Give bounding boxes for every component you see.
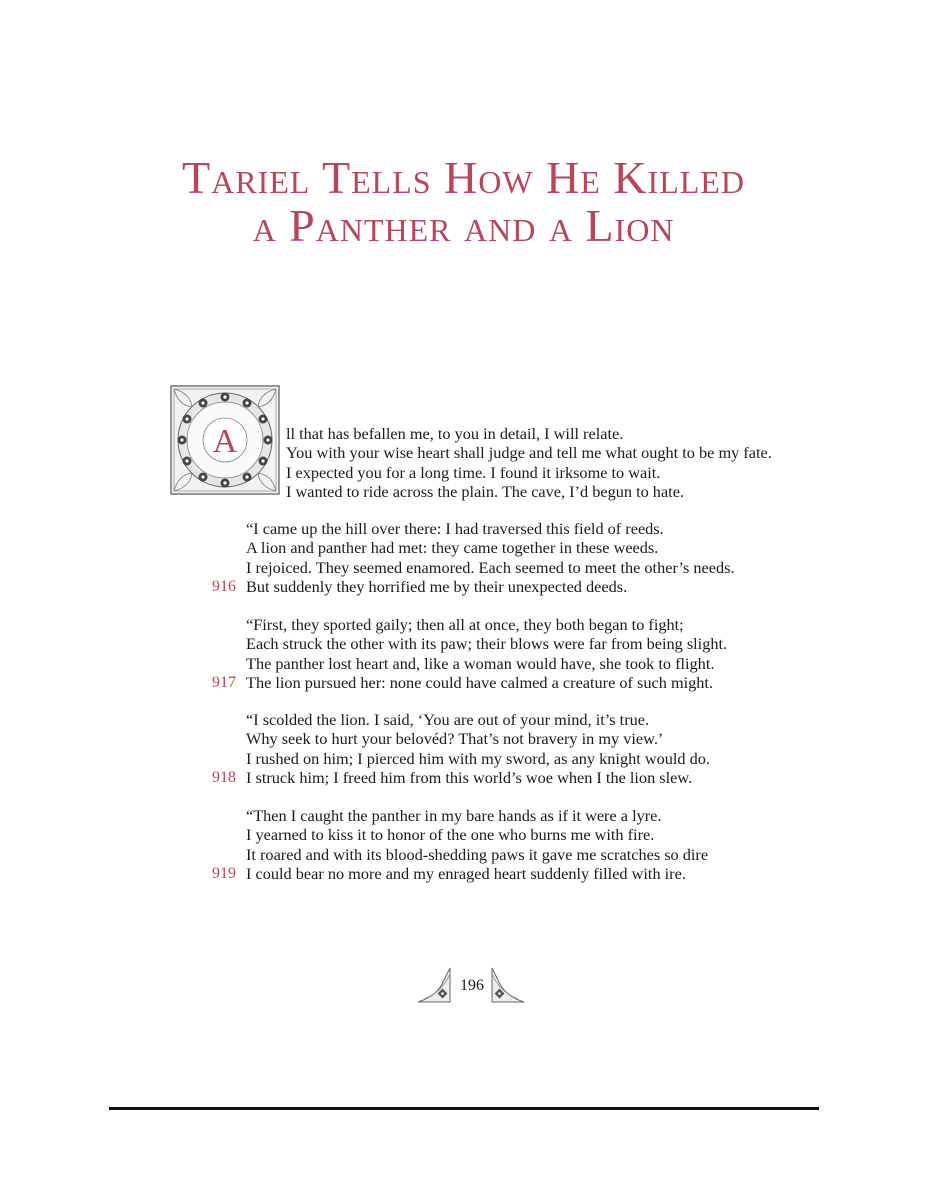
bottom-rule [109, 1107, 819, 1110]
verse-line: 917 The lion pursued her: none could have calmed a creature of such might. [212, 672, 714, 692]
stanza-number: 916 [212, 577, 236, 595]
chapter-title-line-2: a Panther and a Lion [252, 200, 675, 251]
corner-ornament-right-icon [490, 966, 526, 1004]
verse-line: It roared and with its blood-shedding paws it gave me scratches so dire [246, 844, 709, 864]
verse-line: ll that has befallen me, to you in detail, I will relate. [286, 424, 624, 443]
page-footer [0, 964, 927, 1008]
stanza-916 [212, 519, 806, 596]
stanza-number: 919 [212, 864, 236, 882]
verse-line: Why seek to hurt your belovéd? That’s not bravery in my view.’ [246, 729, 664, 749]
stanza-number: 918 [212, 768, 236, 786]
verse-line: “Then I caught the panther in my bare hands as if it were a lyre. [246, 806, 662, 825]
verse-line: 919 I could bear no more and my enraged heart suddenly filled with ire. [212, 863, 686, 883]
verse-line: Each struck the other with its paw; their blows were far from being slight. [246, 634, 728, 654]
verse-line: 916 But suddenly they horrified me by their unexpected deeds. [212, 576, 628, 596]
stanza-number: 917 [212, 673, 236, 691]
stanza-919 [212, 806, 806, 883]
chapter-title-line-1: Tariel Tells How He Killed [182, 152, 745, 203]
verse-line: The panther lost heart and, like a woman would have, she took to flight. [246, 653, 715, 673]
verse-line: A lion and panther had met: they came together in these weeds. [246, 538, 659, 558]
verse-line: You with your wise heart shall judge and tell me what ought to be my fate. [286, 443, 772, 463]
verse-line: “First, they sported gaily; then all at once, they both began to fight; [246, 615, 684, 634]
stanza-918 [212, 710, 806, 787]
ornamental-dropcap [170, 385, 280, 495]
verse-line: I wanted to ride across the plain. The cave, I’d begun to hate. [286, 481, 684, 501]
verse-line: “I came up the hill over there: I had traversed this field of reeds. [246, 519, 664, 538]
verse-line: I rejoiced. They seemed enamored. Each seemed to meet the other’s needs. [246, 557, 735, 577]
dropcap-letter: A [212, 423, 238, 460]
verse-line: I rushed on him; I pierced him with my sword, as any knight would do. [246, 748, 710, 768]
verse-line: I expected you for a long time. I found it irksome to wait. [286, 462, 661, 482]
verse-line: I yearned to kiss it to honor of the one who burns me with fire. [246, 825, 655, 845]
corner-ornament-left-icon [416, 966, 452, 1004]
stanza-917 [212, 615, 806, 692]
verse-line: 918 I struck him; I freed him from this world’s woe when I the lion slew. [212, 767, 693, 787]
stanza-1 [286, 424, 806, 501]
page-number: 196 [460, 977, 484, 994]
verse-line: “I scolded the lion. I said, ‘You are out of your mind, it’s true. [246, 710, 650, 729]
